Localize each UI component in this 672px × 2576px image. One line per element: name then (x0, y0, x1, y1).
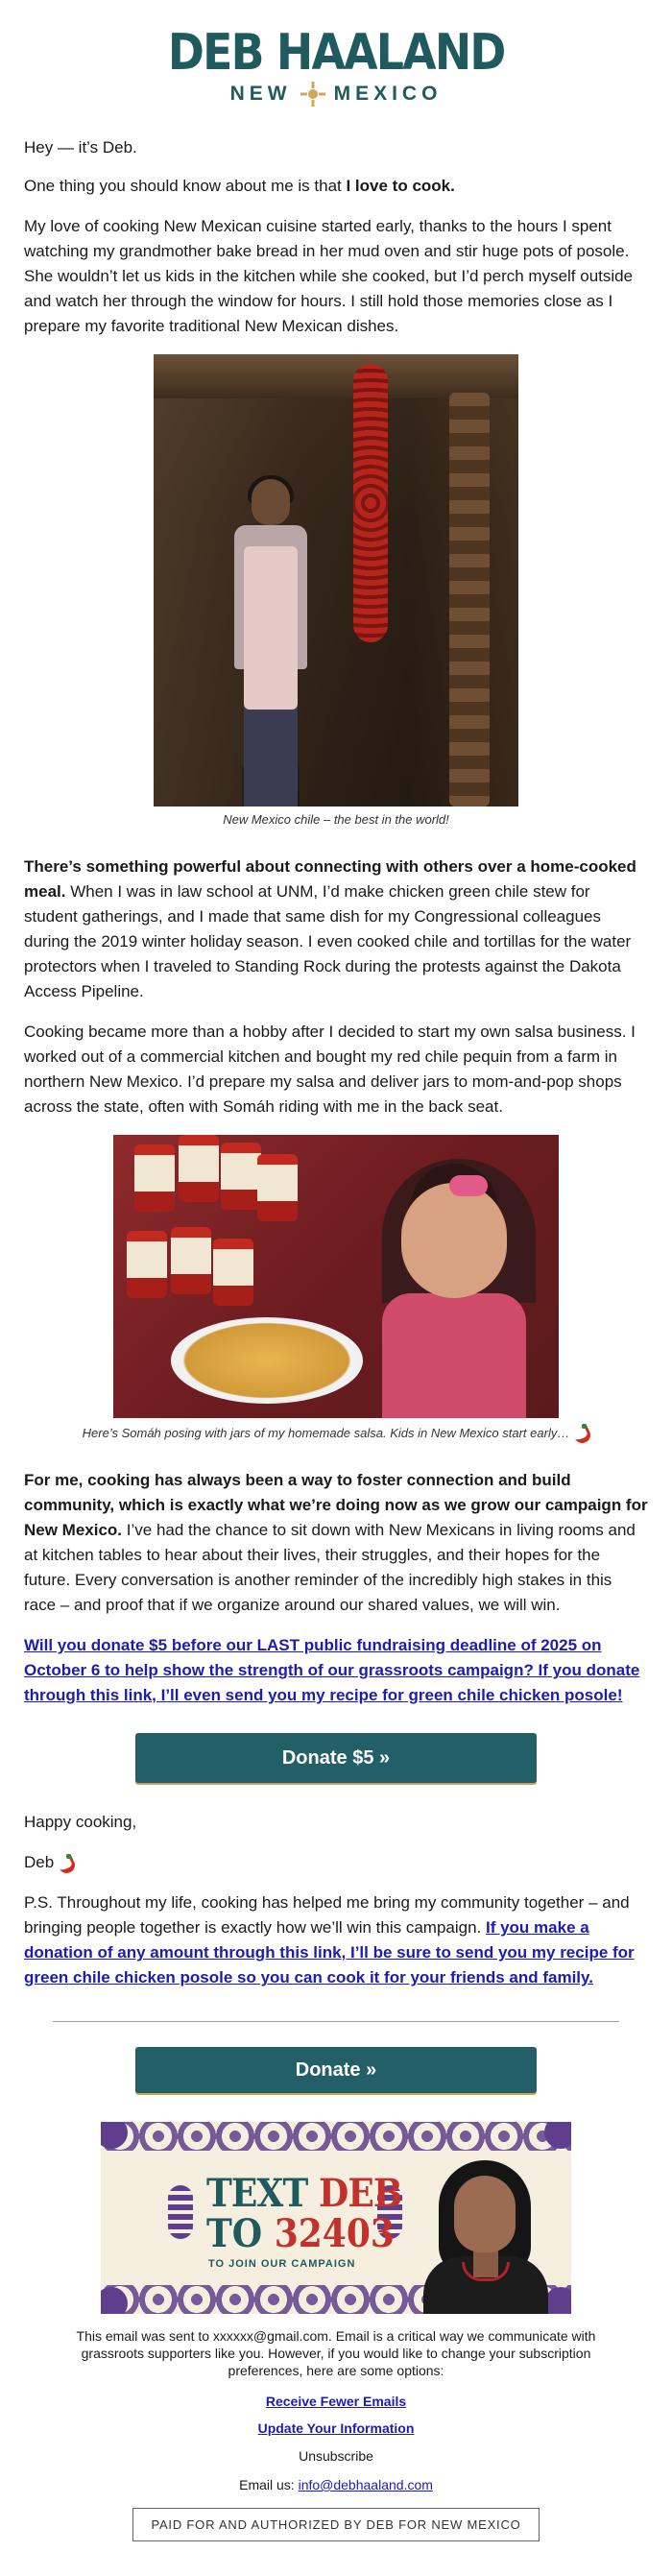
tortilla-chips-bowl (171, 1317, 363, 1404)
figure-chile (24, 354, 648, 828)
update-information-link[interactable]: Update Your Information (257, 2420, 415, 2436)
postscript-text: P.S. Throughout my life, cooking has helped me bring my community together – and bringing people together is exactly how we’ll win this campaign. (24, 1893, 630, 1937)
figure-somah (24, 1135, 648, 1441)
photo-somah-with-salsa (113, 1135, 559, 1418)
donation-ask-link[interactable]: Will you donate $5 before our LAST public fundraising deadline of 2025 on October 6 to help show the strength of our grassroots campaign? If you donate through this link, I’ll even send you my recipe for green chile chicken posole! (24, 1636, 640, 1704)
intro-lead: One thing you should know about me is that (24, 177, 347, 195)
deb-standing (223, 479, 319, 807)
donation-ask (24, 1633, 648, 1708)
zia-sun-icon (300, 81, 326, 108)
intro-bold: I love to cook. (346, 177, 455, 195)
donate-5-button[interactable]: Donate $5 » (135, 1733, 537, 1783)
signoff: Happy cooking, (24, 1813, 137, 1831)
meal-text: When I was in law school at UNM, I’d make chicken green chile stew for student gatherings, and I made that same dish for my Congressional colleagues during the 2019 winter holiday season. I even cooked chile and tortillas for the water protectors when I traveled to Standing Rock during the protests against the Dakota Access Pipeline. (24, 882, 632, 1000)
receive-fewer-emails-link[interactable]: Receive Fewer Emails (265, 2394, 407, 2409)
somah-child (363, 1154, 555, 1418)
banner-line-2: TO 32403 (206, 2211, 395, 2256)
carved-wood-post (449, 393, 490, 807)
logo-word-new: NEW (229, 83, 292, 105)
grandmother-paragraph: My love of cooking New Mexican cuisine started early, thanks to the hours I spent watching my grandmother bake bread in her mud oven and stir huge pots of posole. She wouldn’t let us kids in the kitchen while she cooked, but I’d perch myself outside and watch her through the window for hours. I still hold those memories close as I prepare my favorite traditional New Mexican dishes. (24, 217, 634, 335)
salsa-paragraph: Cooking became more than a hobby after I decided to start my own salsa business. I worked out of a commercial kitchen and bought my red chile pequin from a farm in northern New Mexico. I’d prepare my salsa and deliver jars to mom-and-pop shops across the state, often with Somáh riding with me in the back seat. (24, 1023, 636, 1116)
chile-pepper-icon (57, 1854, 74, 1869)
photo-caption: Here’s Somáh posing with jars of my homemade salsa. Kids in New Mexico start early… (24, 1424, 648, 1441)
footer-sent-notice: This email was sent to xxxxxx@gmail.com. Email is a critical way we communicate with grassroots supporters like you. However, if you would like to change your subscription preferences, here are some options: (76, 2328, 596, 2378)
postscript (24, 1890, 648, 1990)
donate-button[interactable]: Donate » (135, 2047, 537, 2093)
meal-bold: There’s something powerful about connecting with others over a home-cooked meal. (24, 857, 636, 901)
photo-deb-with-chile-ristra (154, 354, 518, 807)
chile-pepper-icon (572, 1424, 589, 1439)
divider (53, 2021, 619, 2022)
corner-ornament (544, 2287, 571, 2314)
text-deb-banner[interactable] (101, 2122, 571, 2314)
flower-ornament-icon (168, 2185, 193, 2239)
logo-subtitle (24, 81, 648, 108)
unsubscribe-link[interactable]: Unsubscribe (299, 2448, 373, 2464)
campaign-logo[interactable] (24, 0, 648, 108)
contact-email-line: Email us: info@debhaaland.com (239, 2477, 433, 2492)
signature: Deb (24, 1850, 648, 1875)
photo-caption: New Mexico chile – the best in the world! (223, 812, 449, 827)
paid-for-disclaimer: PAID FOR AND AUTHORIZED BY DEB FOR NEW MEXICO (132, 2508, 539, 2541)
contact-email-link[interactable]: info@debhaaland.com (298, 2477, 433, 2492)
meal-paragraph (24, 855, 648, 1004)
logo-title: DEB HAALAND (167, 24, 505, 82)
email-footer (24, 2327, 648, 2541)
community-paragraph (24, 1468, 648, 1618)
postscript-donate-link[interactable]: If you make a donation of any amount through this link, I’ll be sure to send you my recipe for green chile chicken posole so you can cook it for your friends and family. (24, 1918, 635, 1986)
community-bold: For me, cooking has always been a way to foster connection and build community, which is exactly what we’re doing now as we grow our campaign for New Mexico. (24, 1471, 648, 1539)
logo-word-mexico: MEXICO (333, 83, 443, 105)
banner-line-1: TEXT DEB (206, 2171, 402, 2216)
community-text: I’ve had the chance to sit down with New Mexicans in living rooms and at kitchen tables to hear about their lives, their struggles, and their hopes for the future. Every conversation is another reminder of the incredibly high stakes in this race – and proof that if we organize around our shared values, we will win. (24, 1521, 636, 1614)
greeting: Hey — it’s Deb. (24, 138, 137, 156)
intro-paragraph (24, 174, 648, 199)
chile-ristra (353, 364, 388, 642)
deb-portrait (423, 2141, 548, 2314)
banner-line-3: TO JOIN OUR CAMPAIGN (208, 2258, 356, 2270)
